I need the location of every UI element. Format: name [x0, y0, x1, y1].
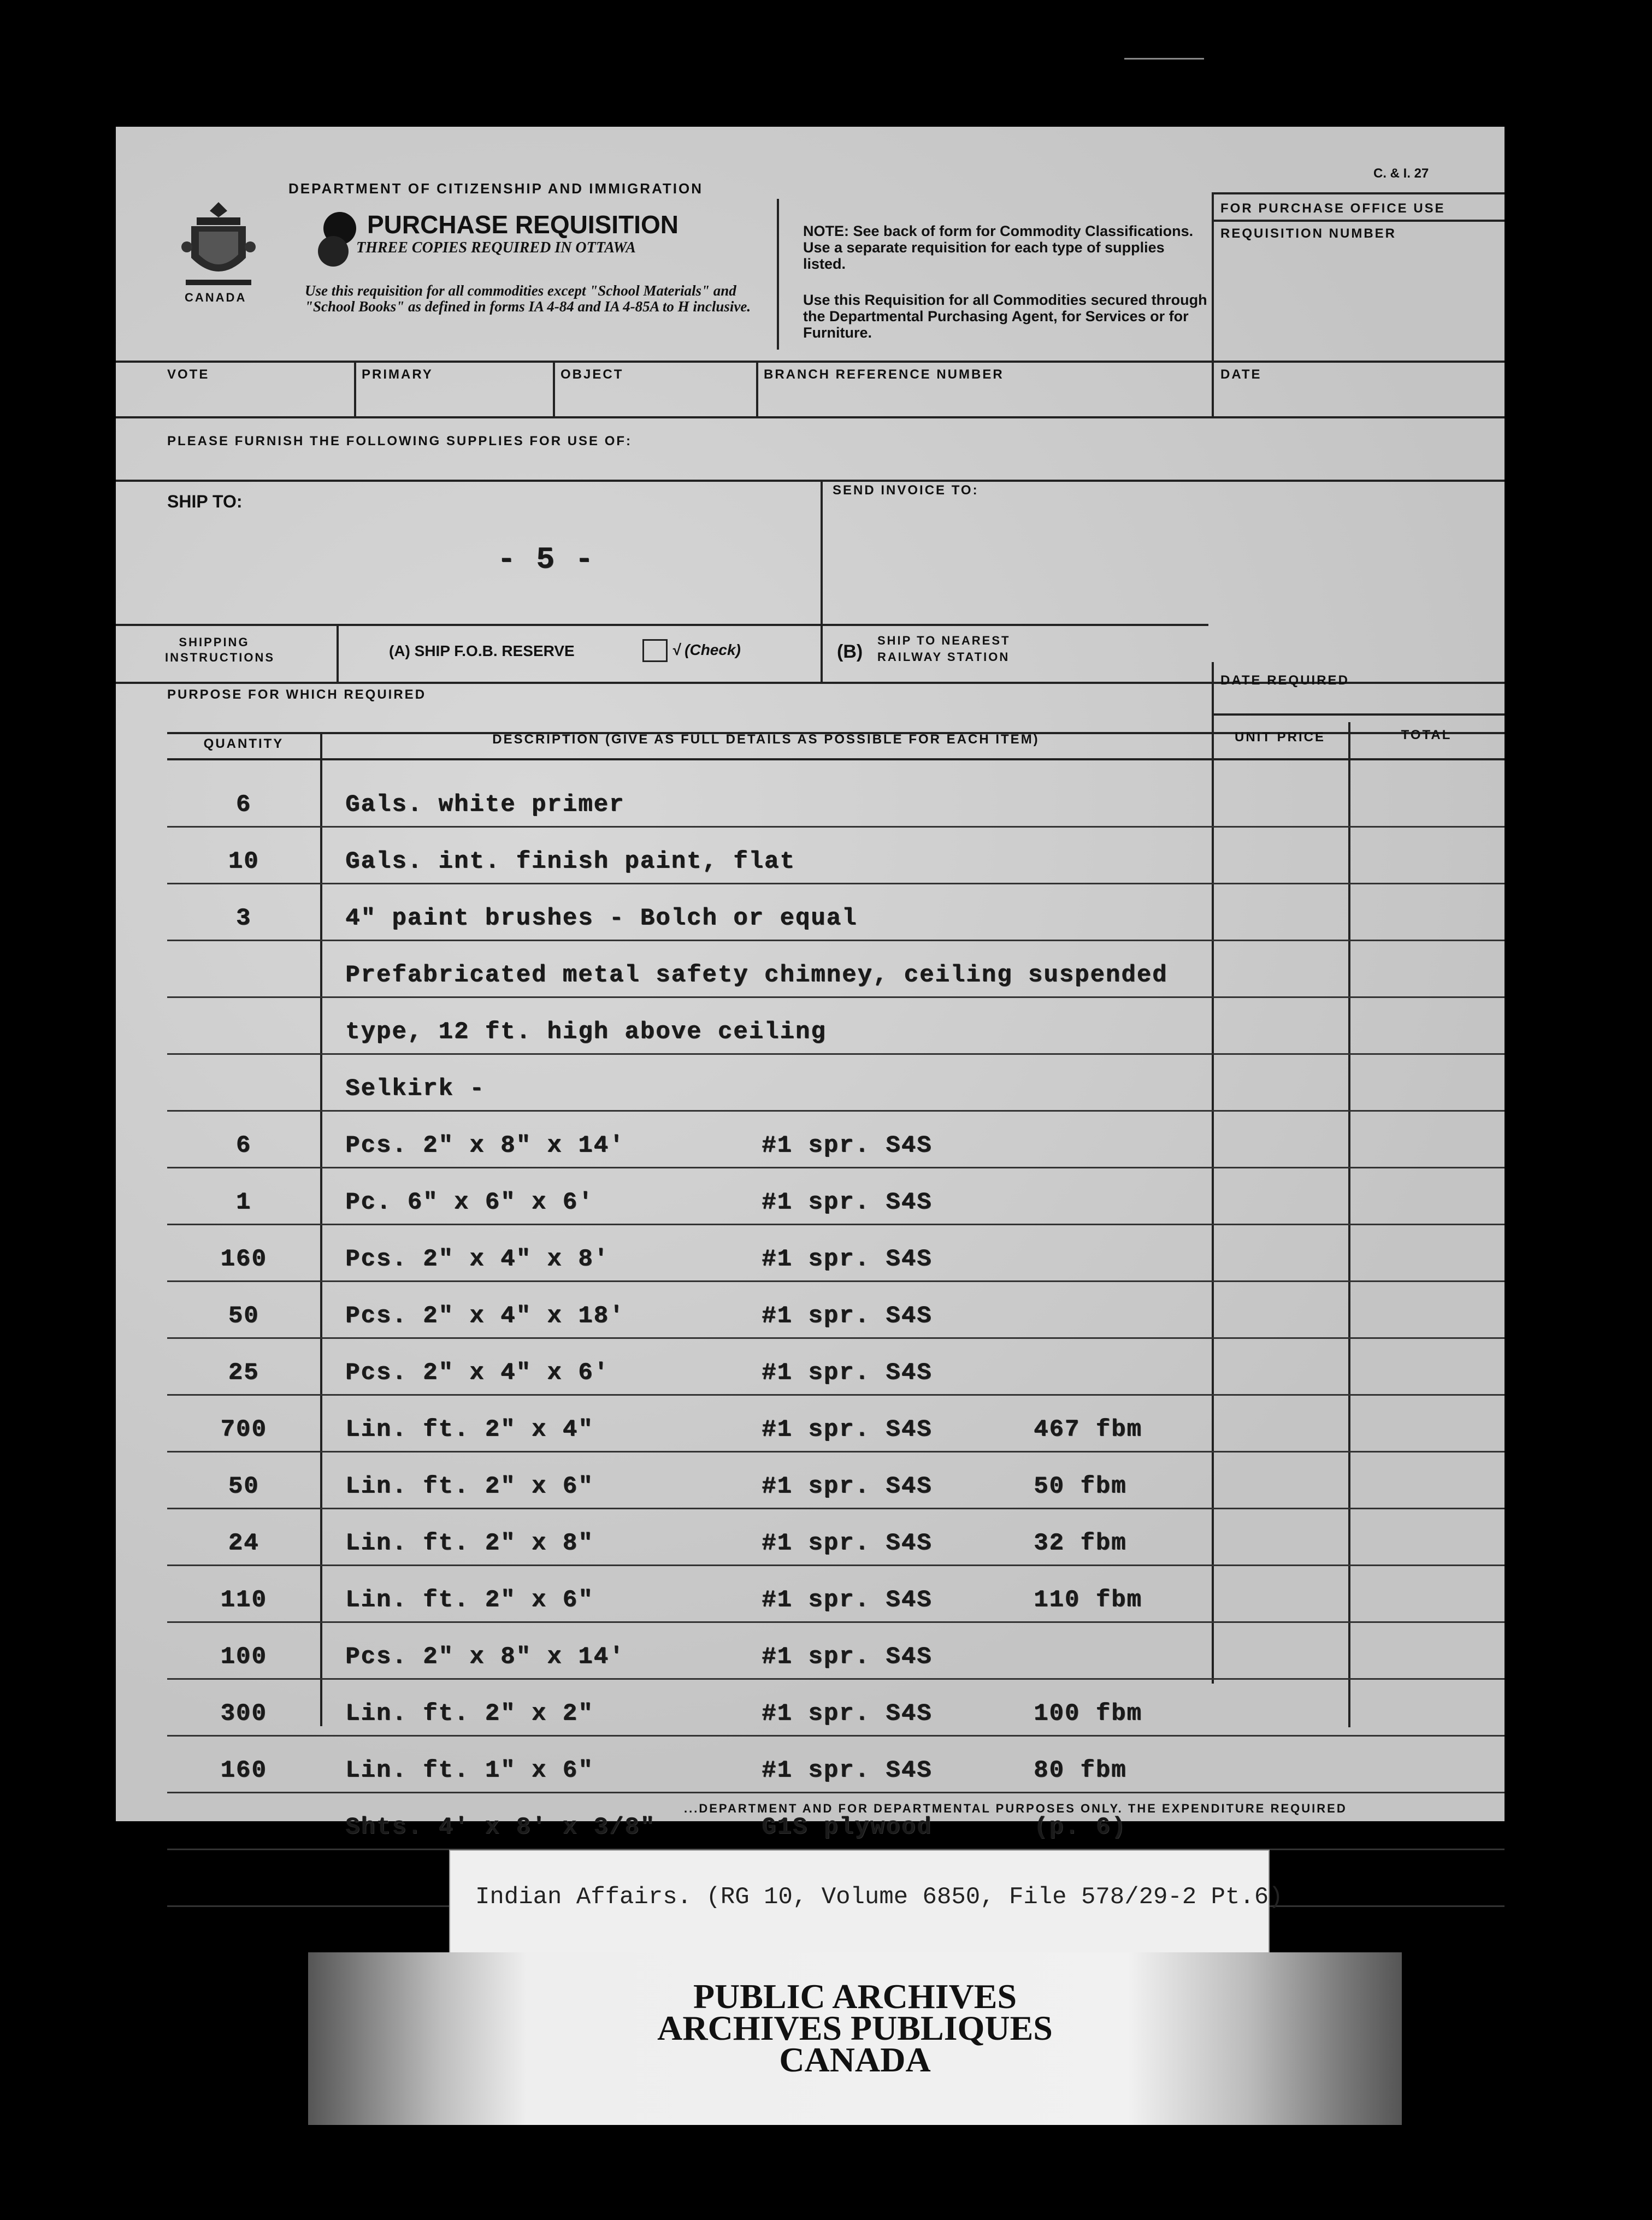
form-subtitle: THREE COPIES REQUIRED IN OTTAWA — [356, 239, 636, 256]
object-label: OBJECT — [560, 367, 624, 382]
unit-price-header: UNIT PRICE — [1234, 730, 1325, 745]
grade-cell: #1 spr. S4S — [762, 1473, 933, 1500]
bullet-icon — [318, 236, 349, 267]
requisition-number-label: REQUISITION NUMBER — [1220, 226, 1397, 241]
grade-cell: #1 spr. S4S — [762, 1416, 933, 1443]
description-cell: Pcs. 2" x 8" x 14' — [345, 1132, 625, 1159]
furnish-label: PLEASE FURNISH THE FOLLOWING SUPPLIES FOR USE OF: — [167, 434, 633, 448]
description-cell: Lin. ft. 2" x 6" — [345, 1586, 594, 1614]
fbm-cell: 32 fbm — [1034, 1530, 1127, 1557]
description-cell: Selkirk - — [345, 1075, 485, 1102]
grade-cell: #1 spr. S4S — [762, 1757, 933, 1784]
rule — [116, 361, 1504, 363]
check-label: √ (Check) — [672, 641, 741, 658]
divider — [320, 732, 322, 1726]
note-text: See back of form for Commodity Classifications. Use a separate requisition for each type of supplies listed. — [803, 223, 1194, 272]
description-cell: Lin. ft. 2" x 6" — [345, 1473, 594, 1500]
grade-cell: #1 spr. S4S — [762, 1700, 933, 1727]
quantity-cell: 100 — [220, 1643, 267, 1670]
country-label: CANADA — [185, 291, 247, 304]
stamp-line-2: ARCHIVES PUBLIQUES — [657, 2009, 1053, 2047]
reserve-checkbox[interactable] — [642, 639, 668, 662]
ship-to-value: - 5 - — [497, 542, 595, 577]
total-header: TOTAL — [1401, 728, 1452, 742]
option-b-label: SHIP TO NEAREST RAILWAY STATION — [877, 634, 1011, 664]
fbm-cell: (p. 6) — [1034, 1814, 1127, 1841]
note — [803, 223, 1207, 272]
quantity-cell: 3 — [235, 905, 252, 932]
rule — [1212, 220, 1504, 222]
quantity-cell: 24 — [228, 1530, 259, 1557]
footer-text: ...DEPARTMENT AND FOR DEPARTMENTAL PURPOSES ONLY. THE EXPENDITURE REQUIRED — [684, 1802, 1347, 1815]
rule — [1212, 713, 1504, 716]
quantity-header: QUANTITY — [203, 736, 284, 751]
row-rule — [167, 940, 1504, 941]
description-cell: 4" paint brushes - Bolch or equal — [345, 905, 858, 932]
description-cell: Pcs. 2" x 8" x 14' — [345, 1643, 625, 1670]
form-code: C. & I. 27 — [1373, 166, 1429, 181]
shipping-instructions-label: SHIPPING INSTRUCTIONS — [165, 635, 275, 664]
grade-cell: #1 spr. S4S — [762, 1132, 933, 1159]
primary-label: PRIMARY — [362, 367, 433, 382]
note-text-2: Use this Requisition for all Commodities secured through the Departmental Purchasing Agent, for Services or for Furniture. — [803, 292, 1207, 341]
row-rule — [167, 1394, 1504, 1396]
row-rule — [167, 1280, 1504, 1282]
form-title: PURCHASE REQUISITION — [367, 210, 678, 239]
purchase-office-label: FOR PURCHASE OFFICE USE — [1220, 201, 1446, 216]
row-rule — [167, 1564, 1504, 1566]
row-rule — [167, 1451, 1504, 1453]
quantity-cell: 300 — [220, 1700, 267, 1727]
divider — [553, 361, 555, 416]
row-rule — [167, 883, 1504, 884]
quantity-cell: 160 — [220, 1245, 267, 1273]
row-rule — [167, 1224, 1504, 1225]
stamp-line-3: CANADA — [779, 2040, 931, 2079]
grade-cell: #1 spr. S4S — [762, 1189, 933, 1216]
description-cell: Gals. white primer — [345, 791, 625, 818]
coat-of-arms-icon — [180, 198, 257, 291]
stamp-line-1: PUBLIC ARCHIVES — [693, 1977, 1017, 2016]
grade-cell: #1 spr. S4S — [762, 1245, 933, 1273]
row-rule — [167, 1167, 1504, 1168]
department-name: DEPARTMENT OF CITIZENSHIP AND IMMIGRATION — [288, 180, 704, 197]
date-label: DATE — [1220, 367, 1262, 382]
film-mark — [1124, 58, 1204, 60]
description-cell: Lin. ft. 1" x 6" — [345, 1757, 594, 1784]
quantity-cell: 110 — [220, 1586, 267, 1614]
quantity-cell: 160 — [220, 1757, 267, 1784]
rule — [167, 758, 1504, 760]
description-cell: Pc. 6" x 6" x 6' — [345, 1189, 594, 1216]
send-invoice-label: SEND INVOICE TO: — [833, 483, 979, 498]
quantity-cell: 10 — [228, 848, 259, 875]
description-cell: Pcs. 2" x 4" x 6' — [345, 1359, 609, 1386]
archive-label — [449, 1850, 1283, 1963]
grade-cell: #1 spr. S4S — [762, 1302, 933, 1330]
usage-instructions: Use this requisition for all commodities except "School Materials" and "School Books" as defined in forms IA 4-84 and IA 4-85A to H inclusive. — [305, 282, 751, 315]
rule — [116, 480, 1504, 482]
grade-cell: #1 spr. S4S — [762, 1586, 933, 1614]
option-a-label: (A) SHIP F.O.B. RESERVE — [389, 642, 575, 659]
purchase-requisition-form — [116, 127, 1504, 1841]
quantity-cell: 700 — [220, 1416, 267, 1443]
quantity-cell: 50 — [228, 1302, 259, 1330]
option-b-letter: (B) — [837, 641, 863, 662]
divider — [337, 624, 339, 682]
description-cell: Gals. int. finish paint, flat — [345, 848, 795, 875]
fbm-cell: 110 fbm — [1034, 1586, 1142, 1614]
fbm-cell: 100 fbm — [1034, 1700, 1142, 1727]
divider — [354, 361, 356, 416]
row-rule — [167, 1678, 1504, 1680]
row-rule — [167, 1508, 1504, 1509]
description-cell: Pcs. 2" x 4" x 18' — [345, 1302, 625, 1330]
description-cell: Lin. ft. 2" x 2" — [345, 1700, 594, 1727]
divider — [756, 361, 758, 416]
row-rule — [167, 1337, 1504, 1339]
purpose-label: PURPOSE FOR WHICH REQUIRED — [167, 687, 427, 702]
grade-cell: #1 spr. S4S — [762, 1359, 933, 1386]
divider — [821, 480, 823, 682]
fbm-cell: 467 fbm — [1034, 1416, 1142, 1443]
row-rule — [167, 826, 1504, 828]
description-cell: Pcs. 2" x 4" x 8' — [345, 1245, 609, 1273]
description-cell: Lin. ft. 2" x 8" — [345, 1530, 594, 1557]
rule — [116, 624, 1208, 626]
divider — [777, 199, 779, 350]
quantity-cell: 6 — [235, 1132, 252, 1159]
row-rule — [167, 1735, 1504, 1737]
description-header: DESCRIPTION (GIVE AS FULL DETAILS AS POSSIBLE FOR EACH ITEM) — [492, 732, 1040, 747]
archive-reference: Indian Affairs. (RG 10, Volume 6850, File 578/29-2 Pt.6) — [475, 1884, 1283, 1911]
date-required-label: DATE REQUIRED — [1220, 673, 1349, 688]
grade-cell: #1 spr. S4S — [762, 1643, 933, 1670]
vote-label: VOTE — [167, 367, 210, 382]
description-cell: type, 12 ft. high above ceiling — [345, 1018, 827, 1046]
description-cell: Prefabricated metal safety chimney, ceiling suspended — [345, 961, 1168, 989]
row-rule — [167, 1053, 1504, 1055]
quantity-cell: 50 — [228, 1473, 259, 1500]
row-rule — [167, 1621, 1504, 1623]
divider — [1212, 662, 1214, 1684]
fbm-cell: 50 fbm — [1034, 1473, 1127, 1500]
ship-to-label: SHIP TO: — [167, 492, 243, 511]
note-label: NOTE: — [803, 223, 849, 239]
rule — [116, 416, 1504, 418]
quantity-cell: 25 — [228, 1359, 259, 1386]
row-rule — [167, 1110, 1504, 1112]
divider — [1212, 192, 1214, 416]
row-rule — [167, 1792, 1504, 1793]
archive-stamp — [308, 1952, 1402, 2125]
grade-cell: #1 spr. S4S — [762, 1530, 933, 1557]
quantity-cell: 1 — [235, 1189, 252, 1216]
branch-reference-label: BRANCH REFERENCE NUMBER — [764, 367, 1004, 382]
description-cell: Lin. ft. 2" x 4" — [345, 1416, 594, 1443]
row-rule — [167, 996, 1504, 998]
description-cell: Shts. 4' x 8' x 3/8" — [345, 1814, 656, 1841]
grade-cell: G1S plywood — [762, 1814, 933, 1841]
fbm-cell: 80 fbm — [1034, 1757, 1127, 1784]
rule — [1212, 192, 1504, 194]
quantity-cell: 6 — [235, 791, 252, 818]
